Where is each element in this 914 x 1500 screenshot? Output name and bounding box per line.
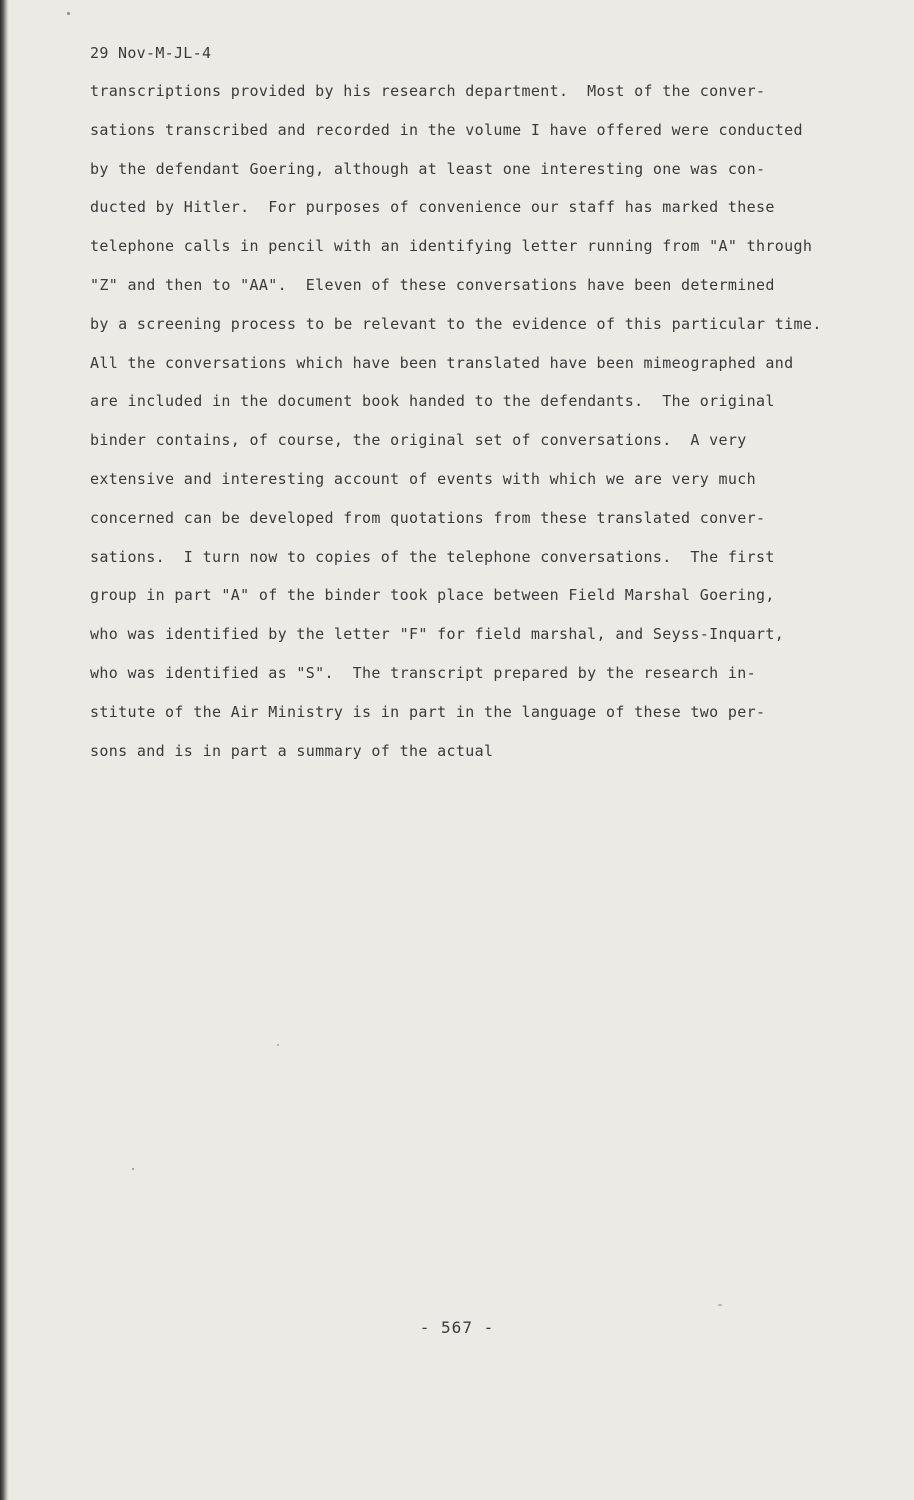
document-body	[90, 80, 890, 778]
text-line: sons and is in part a summary of the actual	[90, 741, 494, 760]
text-line: concerned can be developed from quotations from these translated conver-	[90, 508, 766, 527]
text-line: by a screening process to be relevant to the evidence of this particular time.	[90, 314, 822, 333]
text-line: who was identified as "S". The transcript prepared by the research in-	[90, 663, 757, 682]
paper-speck	[277, 1044, 279, 1046]
text-line: "Z" and then to "AA". Eleven of these conversations have been determined	[90, 275, 775, 294]
page-header: 29 Nov-M-JL-4	[90, 44, 212, 62]
page-number: - 567 -	[419, 1318, 495, 1337]
text-line: group in part "A" of the binder took place between Field Marshal Goering,	[90, 586, 775, 605]
text-line: extensive and interesting account of events with which we are very much	[90, 469, 757, 488]
text-line: are included in the document book handed to the defendants. The original	[90, 392, 775, 411]
text-line: transcriptions provided by his research department. Most of the conver-	[90, 82, 766, 100]
text-line: ducted by Hitler. For purposes of convenience our staff has marked these	[90, 198, 775, 217]
text-line: stitute of the Air Ministry is in part in the language of these two per-	[90, 702, 766, 721]
text-line: by the defendant Goering, although at least one interesting one was con-	[90, 159, 766, 178]
text-line: who was identified by the letter "F" for field marshal, and Seyss-Inquart,	[90, 625, 785, 644]
text-line: All the conversations which have been translated have been mimeographed and	[90, 353, 794, 372]
text-line: binder contains, of course, the original set of conversations. A very	[90, 431, 747, 450]
paper-speck	[67, 12, 70, 15]
paper-speck	[132, 1168, 134, 1170]
paper-speck	[718, 1304, 722, 1306]
page-binding-edge	[0, 0, 9, 1500]
text-line: sations. I turn now to copies of the telephone conversations. The first	[90, 547, 775, 566]
text-line: sations transcribed and recorded in the volume I have offered were conducted	[90, 120, 803, 139]
text-line: telephone calls in pencil with an identifying letter running from "A" through	[90, 237, 813, 256]
